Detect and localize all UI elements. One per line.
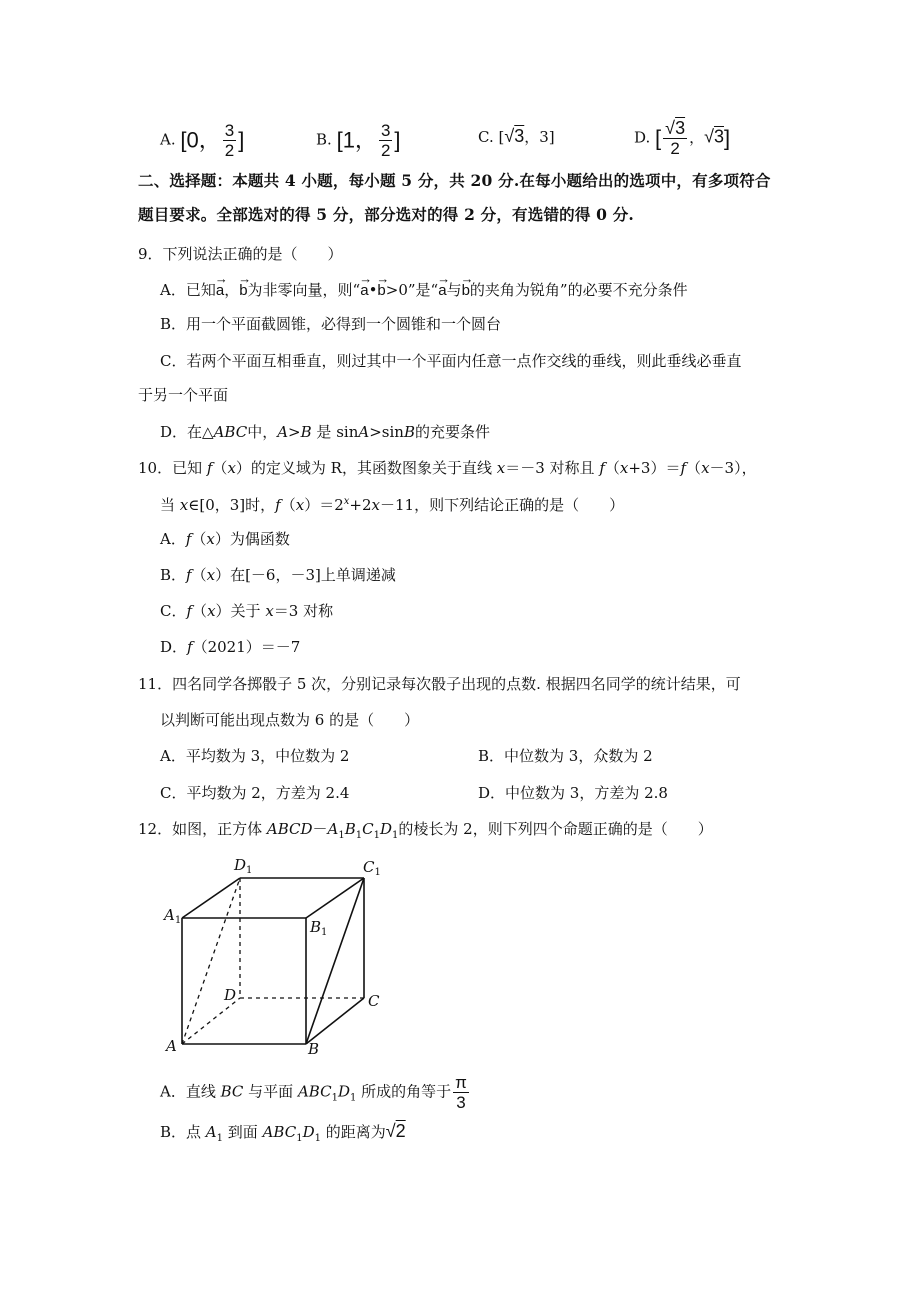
q10-stem-line1: 10．已知 f（x）的定义域为 R，其函数图象关于直线 x＝－3 对称且 f（x+3）＝f（x－3），: [138, 459, 757, 477]
q11-stem-line1: 11．四名同学各掷骰子 5 次，分别记录每次骰子出现的点数. 根据四名同学的统计结果，可: [138, 675, 741, 693]
q8-option-c: C. [√3，3]: [478, 126, 555, 146]
q9-option-d: D．在△ABC中，A>B 是 sinA>sinB的充要条件: [160, 423, 490, 441]
label-d: D: [224, 986, 237, 1004]
diagonal-bc1: [306, 878, 364, 1044]
q9-option-b: B．用一个平面截圆锥，必得到一个圆锥和一个圆台: [160, 315, 502, 333]
q11-option-c: C．平均数为 2，方差为 2.4: [160, 784, 350, 802]
q11-option-b: B．中位数为 3，众数为 2: [478, 747, 653, 765]
q10-option-c: C．f（x）关于 x＝3 对称: [160, 602, 334, 620]
q12-option-a: A．直线 BC 与平面 $ABC_1D_1$ 所成的角等于 $\frac{\pi}{3}$: [160, 1073, 467, 1112]
fraction: $\frac{3}{2}$: [380, 121, 391, 160]
fraction-pi-over-3: $\frac{\pi}{3}$: [455, 1073, 467, 1112]
fraction: $\frac{√3}{2}$: [665, 118, 686, 158]
q10-option-b: B．f（x）在[－6，－3]上单调递减: [160, 566, 396, 584]
q8-option-b: B. [1， $\frac{3}{2}$ ]: [316, 121, 401, 160]
section-heading-line2: 题目要求。全部选对的得 5 分，部分选对的得 2 分，有选错的得 0 分.: [138, 205, 635, 224]
q8-option-d: D. [ $\frac{√3}{2}$ ，√3]: [634, 118, 731, 158]
edge-a1d1: [182, 878, 240, 918]
label-a1: $A_1$: [164, 906, 182, 926]
q9-stem: 9．下列说法正确的是（ ）: [138, 245, 343, 263]
cube-figure: [160, 848, 400, 1058]
q11-stem-line2: 以判断可能出现点数为 6 的是（ ）: [160, 711, 420, 729]
q10-option-a: A．f（x）为偶函数: [160, 530, 290, 548]
q11-option-a: A．平均数为 3，中位数为 2: [160, 747, 350, 765]
q10-option-d: D．f（2021）＝－7: [160, 638, 301, 656]
q10-stem-line2: 当 x∈[0，3]时，$f(x)=2^x+2x-11$，则下列结论正确的是（ ）: [160, 496, 625, 514]
section-heading-line1: 二、选择题：本题共 4 小题，每小题 5 分，共 20 分.在每小题给出的选项中，有多项符合: [138, 171, 771, 190]
label-a: A: [166, 1037, 177, 1055]
label-c1: $C_1$: [363, 858, 381, 878]
q9-option-c-line2: 于另一个平面: [138, 386, 229, 404]
q11-option-d: D．中位数为 3，方差为 2.8: [478, 784, 668, 802]
q9-option-c-line1: C．若两个平面互相垂直，则过其中一个平面内任意一点作交线的垂线，则此垂线必垂直: [160, 352, 742, 370]
q9-option-a: A．已知→ a，→ b为非零向量，则“→ a•→ b>0”是“→ a与→ b的夹角为锐角”的必要不充分条件: [160, 279, 688, 302]
q12-option-b: B．点 $A_1$ 到面 $ABC_1D_1$ 的距离为√2: [160, 1121, 406, 1144]
label-b: B: [308, 1040, 320, 1058]
sqrt-2: √2: [385, 1121, 406, 1141]
q8-option-a: A. [0， $\frac{3}{2}$ ]: [160, 121, 245, 160]
fraction: $\frac{3}{2}$: [224, 121, 235, 160]
q12-stem: 12．如图，正方体 $ABCD-A_1B_1C_1D_1$的棱长为 2，则下列四个命题正确的是（ ）: [138, 820, 713, 841]
label-d1: $D_1$: [234, 856, 253, 876]
diagonal-ad1: [182, 878, 240, 1044]
label-b1: $B_1$: [310, 918, 328, 938]
label-c: C: [368, 992, 380, 1010]
edge-b1c1: [306, 878, 364, 918]
